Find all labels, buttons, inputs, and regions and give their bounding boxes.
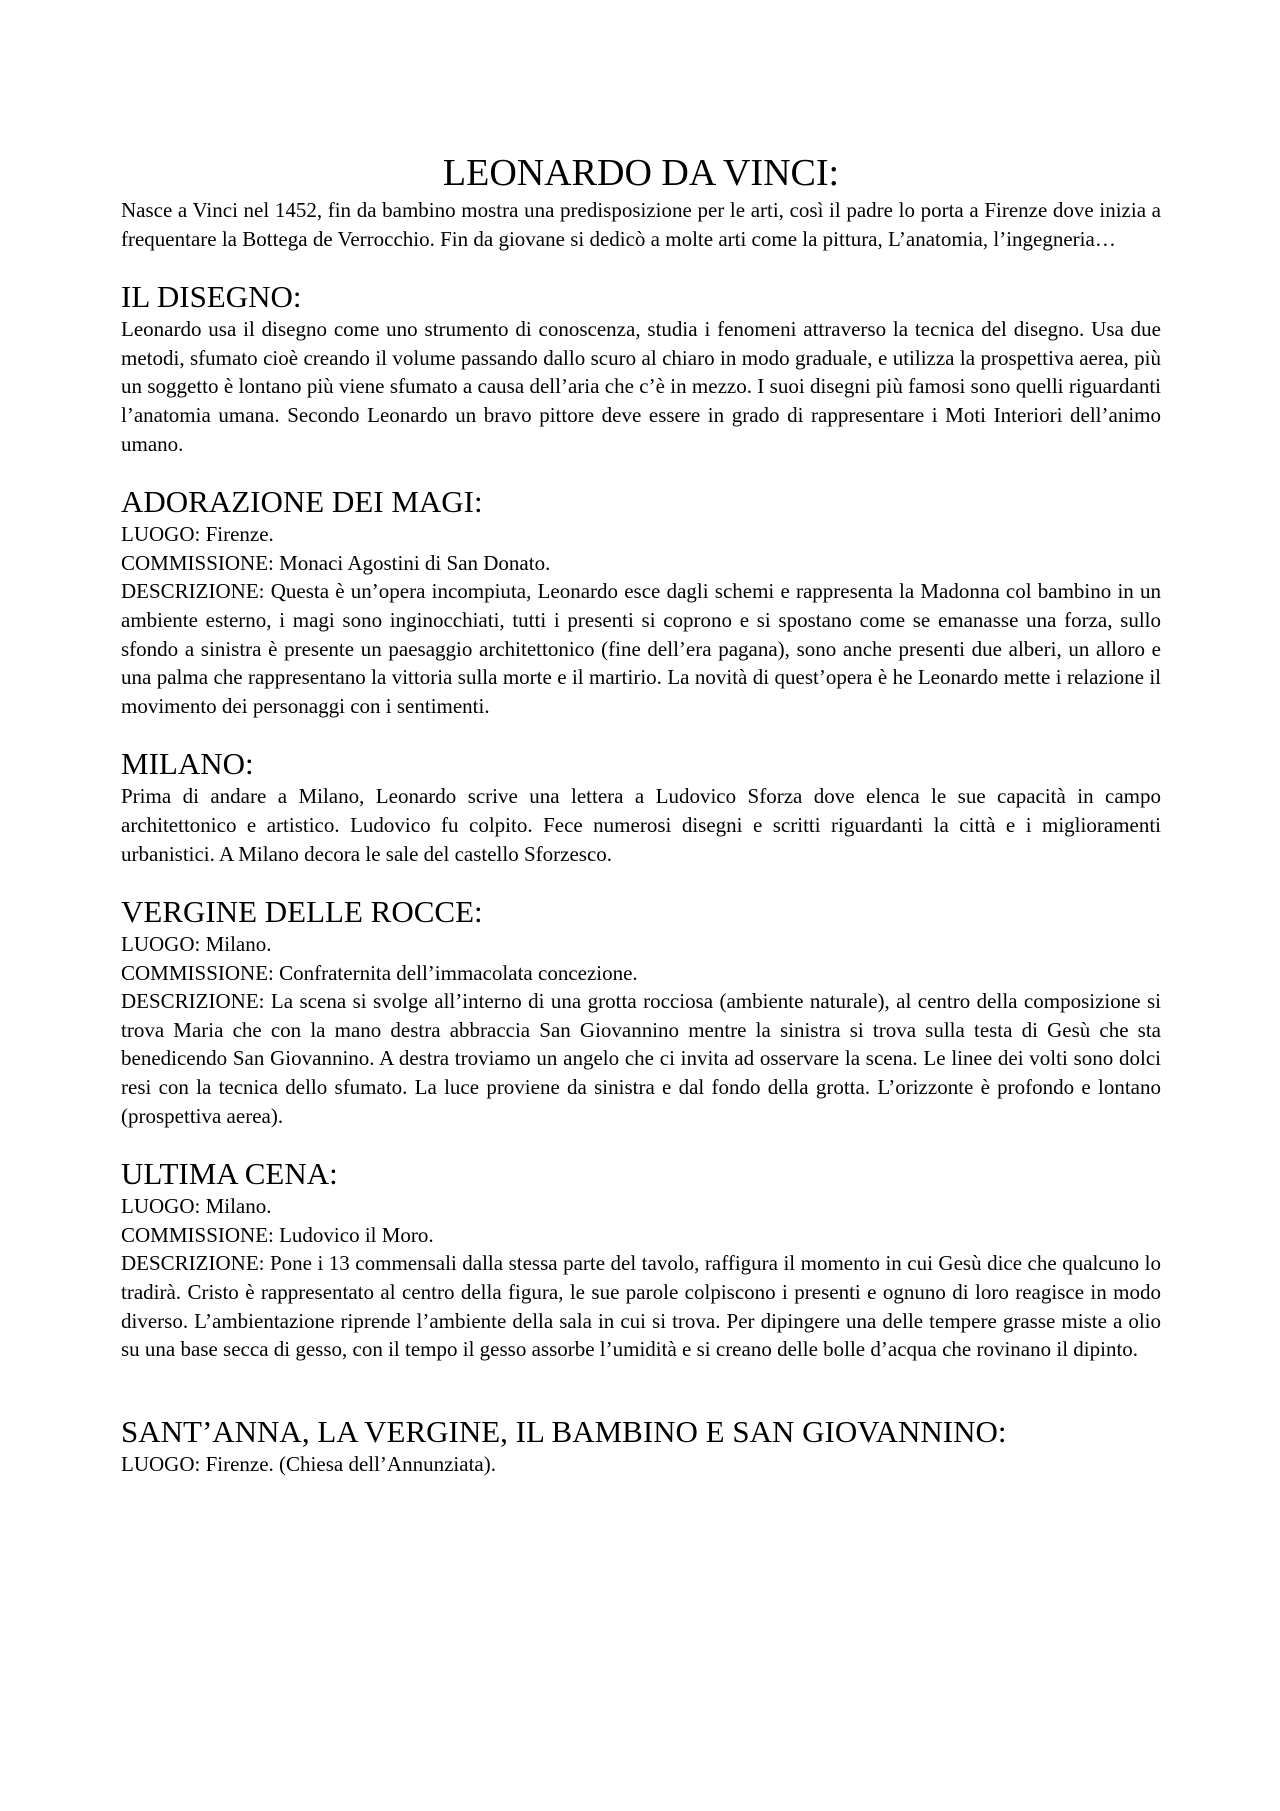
section-heading: MILANO:	[121, 746, 254, 782]
section-heading: ULTIMA CENA:	[121, 1156, 338, 1192]
descrizione-paragraph: DESCRIZIONE: Pone i 13 commensali dalla stessa parte del tavolo, raffigura il momento in cui Gesù dice che qualcuno lo tradirà. Cristo è rappresentato al centro della figura, le sue parole colpiscono i presenti e ognuno di loro reagisce in modo diverso. L’ambientazione riprende l’ambiente della sala in cui si trova. Per dipingere una delle tempere grasse miste a olio su una base secca di gesso, con il tempo il gesso assorbe l’umidità e si creano delle bolle d’acqua che rovinano il dipinto.	[121, 1251, 1161, 1362]
section-heading: VERGINE DELLE ROCCE:	[121, 894, 483, 930]
section-vergine-delle-rocce	[121, 894, 1161, 1130]
document-title: LEONARDO DA VINCI:	[442, 152, 840, 194]
commissione-line: COMMISSIONE: Ludovico il Moro.	[121, 1222, 434, 1247]
section-sant-anna	[121, 1414, 1161, 1479]
section-heading: SANT’ANNA, LA VERGINE, IL BAMBINO E SAN GIOVANNINO:	[121, 1413, 1007, 1449]
section-paragraph: Prima di andare a Milano, Leonardo scrive una lettera a Ludovico Sforza dove elenca le sue capacità in campo architettonico e artistico. Ludovico fu colpito. Fece numerosi disegni e scritti riguardanti la città e i miglioramenti urbanistici. A Milano decora le sale del castello Sforzesco.	[121, 784, 1161, 866]
luogo-line: LUOGO: Milano.	[121, 1194, 272, 1219]
luogo-line: LUOGO: Firenze.	[121, 522, 274, 547]
section-milano	[121, 746, 1161, 868]
intro-paragraph: Nasce a Vinci nel 1452, fin da bambino mostra una predisposizione per le arti, così il padre lo porta a Firenze dove inizia a frequentare la Bottega de Verrocchio. Fin da giovane si dedicò a molte arti come la pittura, L’anatomia, l’ingegneria…	[121, 198, 1161, 251]
section-heading: ADORAZIONE DEI MAGI:	[121, 484, 483, 520]
descrizione-paragraph: DESCRIZIONE: La scena si svolge all’interno di una grotta rocciosa (ambiente naturale), al centro della composizione si trova Maria che con la mano destra abbraccia San Giovannino mentre la sinistra si trova sulla testa di Gesù che sta benedicendo San Giovannino. A destra troviamo un angelo che ci invita ad osservare la scena. Le linee dei volti sono dolci resi con la tecnica dello sfumato. La luce proviene da sinistra e dal fondo della grotta. L’orizzonte è profondo e lontano (prospettiva aerea).	[121, 989, 1161, 1128]
luogo-line: LUOGO: Firenze. (Chiesa dell’Annunziata).	[121, 1451, 496, 1476]
section-ultima-cena	[121, 1156, 1161, 1364]
section-adorazione-dei-magi	[121, 484, 1161, 720]
section-paragraph: Leonardo usa il disegno come uno strumento di conoscenza, studia i fenomeni attraverso la tecnica del disegno. Usa due metodi, sfumato cioè creando il volume passando dallo scuro al chiaro in modo graduale, e utilizza la prospettiva aerea, più un soggetto è lontano più viene sfumato a causa dell’aria che c’è in mezzo. I suoi disegni più famosi sono quelli riguardanti l’anatomia umana. Secondo Leonardo un bravo pittore deve essere in grado di rappresentare i Moti Interiori dell’animo umano.	[121, 317, 1161, 456]
descrizione-paragraph: DESCRIZIONE: Questa è un’opera incompiuta, Leonardo esce dagli schemi e rappresenta la Madonna col bambino in un ambiente esterno, i magi sono inginocchiati, tutti i presenti si coprono e si spostano come se emanasse una forza, sullo sfondo a sinistra è presente un paesaggio architettonico (fine dell’era pagana), sono anche presenti due alberi, un alloro e una palma che rappresentano la vittoria sulla morte e il martirio. La novità di quest’opera è he Leonardo mette i relazione il movimento dei personaggi con i sentimenti.	[121, 579, 1161, 718]
section-heading: IL DISEGNO:	[121, 279, 302, 315]
document-page	[121, 150, 1161, 1478]
section-il-disegno	[121, 279, 1161, 458]
commissione-line: COMMISSIONE: Confraternita dell’immacolata concezione.	[121, 960, 638, 985]
commissione-line: COMMISSIONE: Monaci Agostini di San Donato.	[121, 550, 551, 575]
luogo-line: LUOGO: Milano.	[121, 932, 272, 957]
